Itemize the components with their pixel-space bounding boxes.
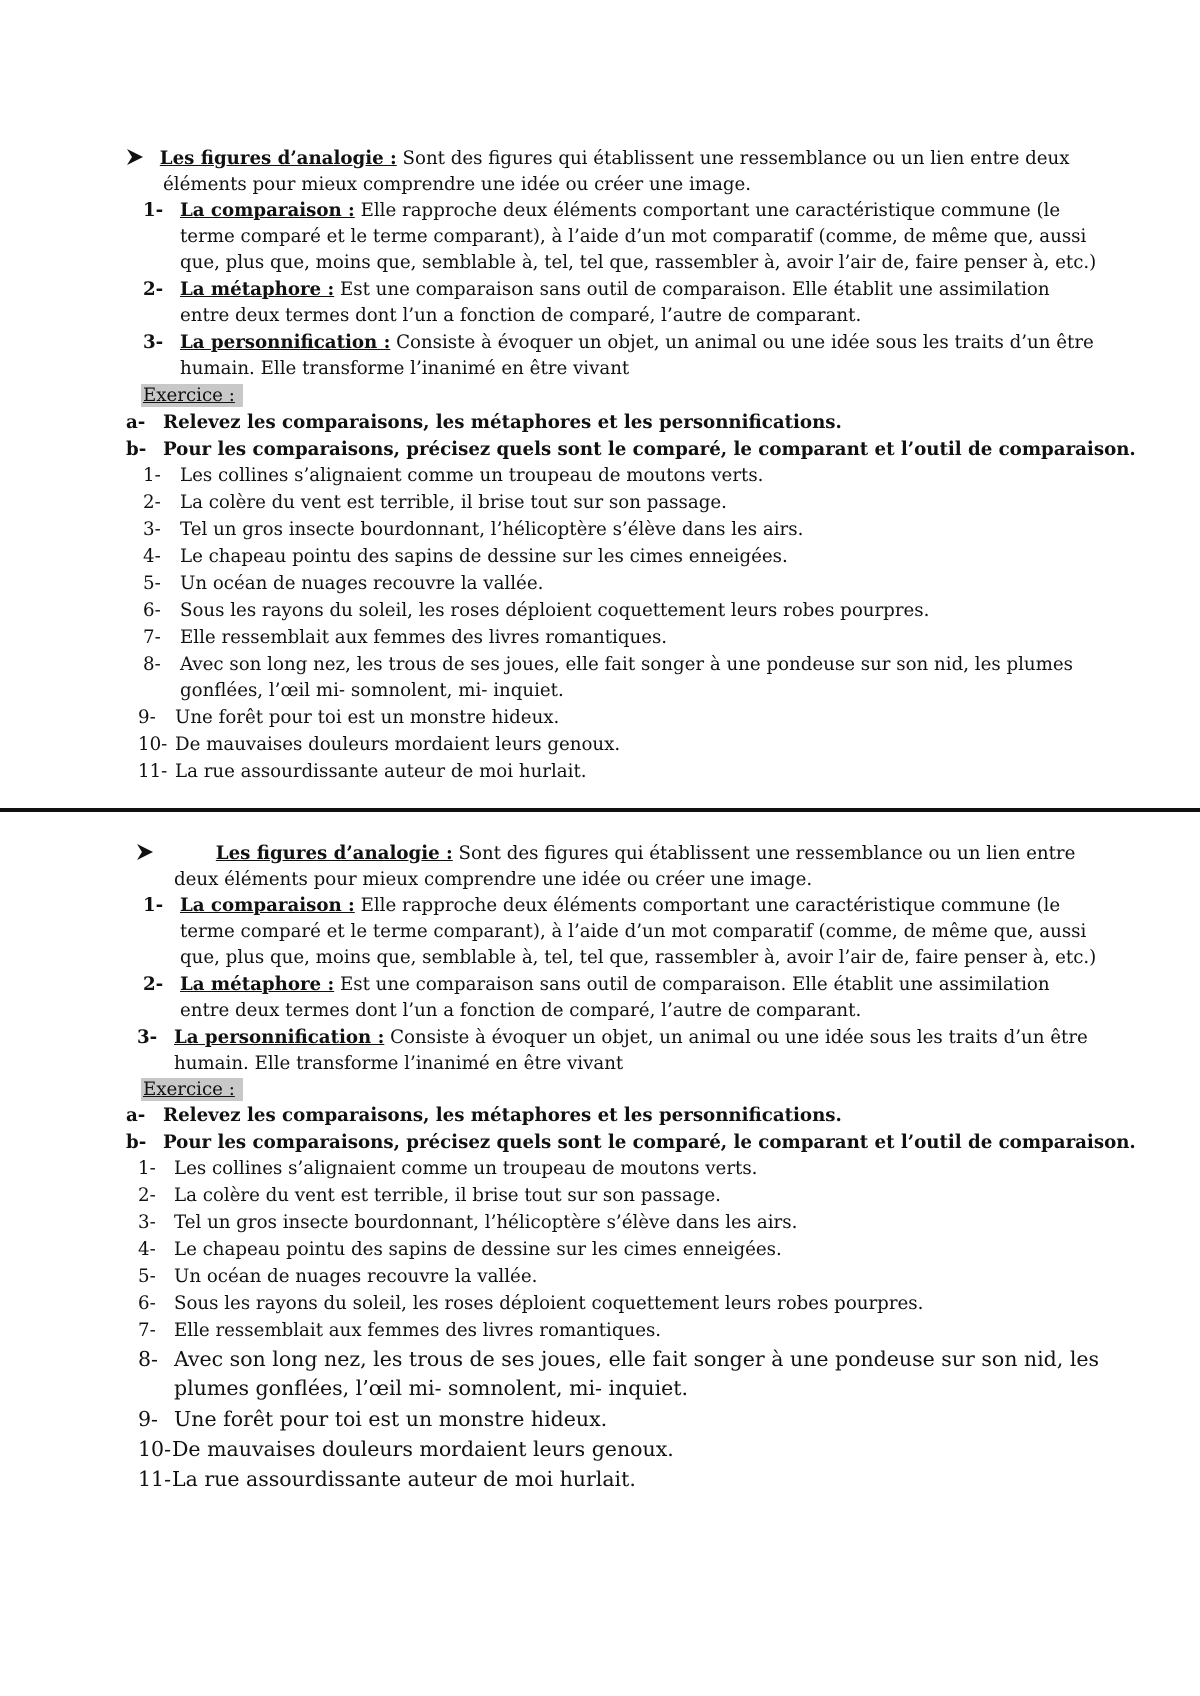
figure-text-line: terme comparé et le terme comparant), à l’aide d’un mot comparatif (comme, de même que, aussi	[180, 921, 1087, 942]
figure-item	[143, 276, 1200, 303]
instruction-a	[126, 1102, 1200, 1129]
sentence-number: 7-	[138, 1320, 156, 1341]
sentence-text: Avec son long nez, les trous de ses joues, elle fait songer à une pondeuse sur son nid, les plumes	[180, 654, 1073, 675]
sentence-item	[143, 624, 1200, 651]
intro-text: Sont des figures qui établissent une ressemblance ou un lien entre deux	[396, 148, 1070, 169]
sentence-number: 4-	[143, 546, 161, 567]
sentence-text: Elle ressemblait aux femmes des livres romantiques.	[180, 627, 668, 648]
sentence-number: 11-	[138, 1467, 172, 1491]
arrow-bullet-icon	[126, 148, 144, 166]
sentence-text: De mauvaises douleurs mordaient leurs genoux.	[172, 1437, 674, 1461]
figure-text-line: terme comparé et le terme comparant), à l’aide d’un mot comparatif (comme, de même que, aussi	[180, 226, 1087, 247]
exercise-label: Exercice :	[141, 1078, 243, 1101]
figure-text: Consiste à évoquer un objet, un animal ou une idée sous les traits d’un être	[384, 1027, 1088, 1048]
exercise-label: Exercice :	[141, 384, 243, 407]
sentence-item	[138, 704, 1200, 731]
sentence-text-line: plumes gonflées, l’œil mi- somnolent, mi- inquiet.	[174, 1376, 689, 1400]
sentence-item	[143, 651, 1200, 678]
sentence-item	[138, 1263, 1200, 1290]
figure-number: 2-	[143, 974, 164, 995]
sentence-text: Elle ressemblait aux femmes des livres romantiques.	[174, 1320, 662, 1341]
sentence-number: 9-	[138, 1407, 158, 1431]
sentence-text: La rue assourdissante auteur de moi hurlait.	[172, 1467, 636, 1491]
sentence-item	[138, 1182, 1200, 1209]
figure-term: La métaphore :	[180, 974, 335, 995]
sentence-item	[138, 1464, 1200, 1494]
sentence-number: 3-	[138, 1212, 156, 1233]
intro-line	[136, 840, 1200, 867]
figure-text-line: humain. Elle transforme l’inanimé en être vivant	[174, 1053, 624, 1074]
sentence-text: Un océan de nuages recouvre la vallée.	[180, 573, 544, 594]
sentence-number: 1-	[143, 465, 161, 486]
figure-number: 1-	[143, 200, 164, 221]
sentence-item	[143, 489, 1200, 516]
instruction-text: Relevez les comparaisons, les métaphores et les personnifications.	[163, 1105, 842, 1126]
instruction-a	[126, 409, 1200, 436]
sentence-text: Les collines s’alignaient comme un troupeau de moutons verts.	[180, 465, 764, 486]
figure-number: 1-	[143, 895, 164, 916]
figure-item	[143, 197, 1200, 224]
sentence-item	[138, 1434, 1200, 1464]
figure-item	[143, 892, 1200, 919]
sentence-item	[143, 516, 1200, 543]
sentence-number: 9-	[138, 707, 156, 728]
sentence-number: 10-	[138, 1437, 172, 1461]
sentence-number: 6-	[138, 1293, 156, 1314]
figure-text-line: entre deux termes dont l’un a fonction de comparé, l’autre de comparant.	[180, 1000, 862, 1021]
sentence-text: Un océan de nuages recouvre la vallée.	[174, 1266, 538, 1287]
instruction-text: Pour les comparaisons, précisez quels sont le comparé, le comparant et l’outil de comparaison.	[163, 1132, 1136, 1153]
sentence-number: 2-	[143, 492, 161, 513]
sentence-item	[143, 462, 1200, 489]
sentence-item	[138, 1236, 1200, 1263]
sentence-text: Le chapeau pointu des sapins de dessine sur les cimes enneigées.	[174, 1239, 782, 1260]
figure-item	[137, 1024, 1200, 1051]
sentence-text: Sous les rayons du soleil, les roses déploient coquettement leurs robes pourpres.	[180, 600, 930, 621]
sentence-number: 5-	[143, 573, 161, 594]
sentence-text: La rue assourdissante auteur de moi hurlait.	[175, 761, 587, 782]
sentence-number: 8-	[143, 654, 161, 675]
sentence-number: 11-	[138, 761, 168, 782]
arrow-bullet-icon	[136, 843, 154, 861]
intro-term: Les figures d’analogie :	[159, 148, 397, 169]
sentence-item	[143, 597, 1200, 624]
instruction-letter: a-	[126, 1105, 146, 1126]
sentence-item	[138, 1290, 1200, 1317]
instruction-letter: b-	[126, 439, 147, 460]
sentence-text: La colère du vent est terrible, il brise tout sur son passage.	[174, 1185, 721, 1206]
figure-text-line: que, plus que, moins que, semblable à, tel, tel que, rassembler à, avoir l’air de, faire penser à, etc.)	[180, 252, 1097, 273]
figure-text: Est une comparaison sans outil de comparaison. Elle établit une assimilation	[334, 279, 1050, 300]
exercise-heading	[141, 382, 1200, 409]
sentence-text: Avec son long nez, les trous de ses joues, elle fait songer à une pondeuse sur son nid, les	[174, 1347, 1100, 1371]
sentence-item	[138, 731, 1200, 758]
sentence-item	[143, 570, 1200, 597]
instruction-letter: b-	[126, 1132, 147, 1153]
sentence-item	[138, 758, 1200, 785]
intro-line-2: éléments pour mieux comprendre une idée ou créer une image.	[163, 174, 752, 195]
sentence-text-line: gonflées, l’œil mi- somnolent, mi- inquiet.	[180, 680, 564, 701]
figure-text-line: entre deux termes dont l’un a fonction de comparé, l’autre de comparant.	[180, 305, 862, 326]
sentence-item	[138, 1404, 1200, 1434]
figure-number: 3-	[137, 1027, 158, 1048]
figure-term: La comparaison :	[180, 895, 355, 916]
sentence-item	[138, 1317, 1200, 1344]
instruction-text: Pour les comparaisons, précisez quels sont le comparé, le comparant et l’outil de comparaison.	[163, 439, 1136, 460]
figure-term: La personnification :	[174, 1027, 385, 1048]
figure-text: Est une comparaison sans outil de comparaison. Elle établit une assimilation	[334, 974, 1050, 995]
horizontal-divider	[0, 808, 1200, 812]
instruction-letter: a-	[126, 412, 146, 433]
sentence-number: 7-	[143, 627, 161, 648]
sentence-number: 1-	[138, 1158, 156, 1179]
figure-text: Elle rapproche deux éléments comportant une caractéristique commune (le	[354, 895, 1061, 916]
figure-item	[143, 329, 1200, 356]
sentence-text: Une forêt pour toi est un monstre hideux.	[175, 707, 560, 728]
instruction-b	[126, 1129, 1200, 1156]
figure-term: La comparaison :	[180, 200, 355, 221]
sentence-item	[138, 1344, 1200, 1374]
sentence-number: 3-	[143, 519, 161, 540]
sentence-number: 6-	[143, 600, 161, 621]
intro-line	[126, 145, 1200, 172]
figure-term: La personnification :	[180, 332, 391, 353]
figure-term: La métaphore :	[180, 279, 335, 300]
sentence-text: De mauvaises douleurs mordaient leurs genoux.	[175, 734, 621, 755]
sentence-number: 2-	[138, 1185, 156, 1206]
intro-text: Sont des figures qui établissent une ressemblance ou un lien entre	[452, 843, 1076, 864]
instruction-b	[126, 436, 1200, 463]
exercise-heading	[141, 1076, 1200, 1103]
figure-number: 2-	[143, 279, 164, 300]
sentence-item	[138, 1209, 1200, 1236]
sentence-item	[143, 543, 1200, 570]
sentence-text: Sous les rayons du soleil, les roses déploient coquettement leurs robes pourpres.	[174, 1293, 924, 1314]
intro-term: Les figures d’analogie :	[215, 843, 453, 864]
sentence-number: 8-	[138, 1347, 158, 1371]
sentence-text: Tel un gros insecte bourdonnant, l’hélicoptère s’élève dans les airs.	[174, 1212, 798, 1233]
sentence-text: Le chapeau pointu des sapins de dessine sur les cimes enneigées.	[180, 546, 788, 567]
sentence-item	[138, 1155, 1200, 1182]
figure-item	[143, 971, 1200, 998]
figure-text-line: humain. Elle transforme l’inanimé en être vivant	[180, 358, 630, 379]
sentence-text: Tel un gros insecte bourdonnant, l’hélicoptère s’élève dans les airs.	[180, 519, 804, 540]
sentence-number: 5-	[138, 1266, 156, 1287]
sentence-number: 4-	[138, 1239, 156, 1260]
figure-text: Elle rapproche deux éléments comportant une caractéristique commune (le	[354, 200, 1061, 221]
sentence-text: Une forêt pour toi est un monstre hideux.	[174, 1407, 608, 1431]
figure-text-line: que, plus que, moins que, semblable à, tel, tel que, rassembler à, avoir l’air de, faire penser à, etc.)	[180, 947, 1097, 968]
sentence-number: 10-	[138, 734, 168, 755]
sentence-text: Les collines s’alignaient comme un troupeau de moutons verts.	[174, 1158, 758, 1179]
figure-number: 3-	[143, 332, 164, 353]
figure-text: Consiste à évoquer un objet, un animal ou une idée sous les traits d’un être	[390, 332, 1094, 353]
instruction-text: Relevez les comparaisons, les métaphores et les personnifications.	[163, 412, 842, 433]
intro-line-2: deux éléments pour mieux comprendre une idée ou créer une image.	[174, 869, 813, 890]
sentence-text: La colère du vent est terrible, il brise tout sur son passage.	[180, 492, 727, 513]
